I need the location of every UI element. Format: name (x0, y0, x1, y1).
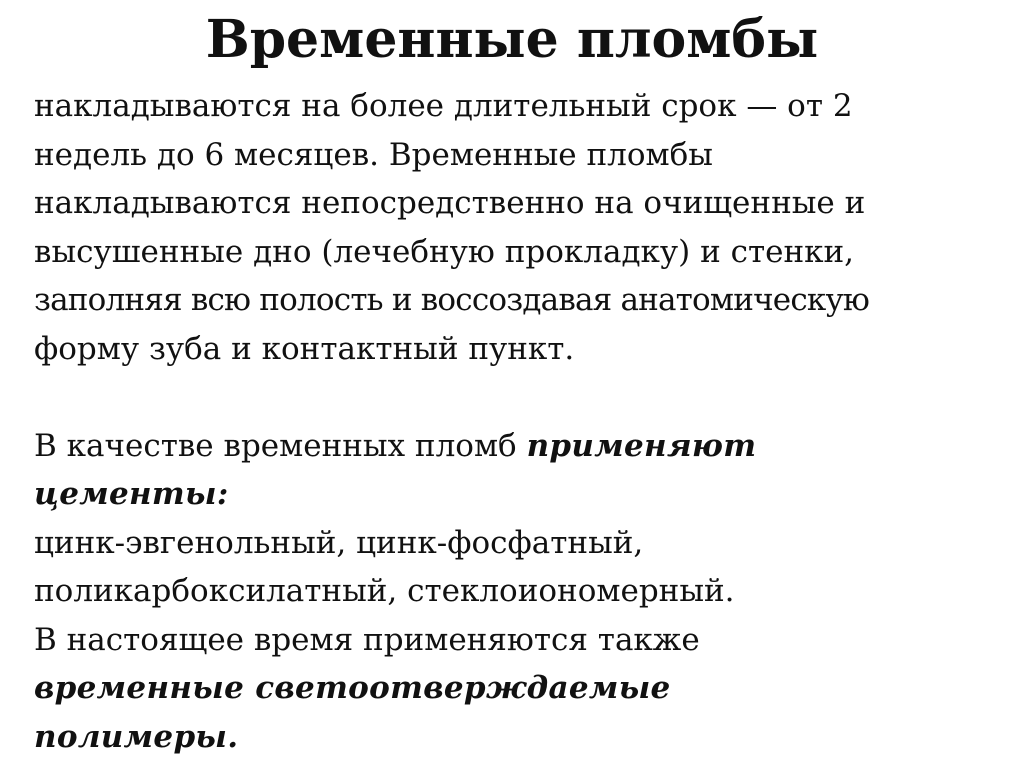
text-emphasis-line: цементы: (34, 476, 229, 512)
text-line: накладываются на более длительный срок — от 2 (34, 88, 853, 124)
text-line: высушенные дно (лечебную прокладку) и стенки, (34, 233, 855, 270)
text-emphasis: применяют (526, 427, 757, 464)
text-line: цинк-эвгенольный, цинк-фосфатный, (34, 524, 644, 561)
text-line: заполняя всю полость и воссоздавая анатомическую (34, 282, 870, 318)
text-line (34, 422, 1019, 471)
text-plain: В качестве временных пломб (34, 427, 527, 464)
slide-title: Временные пломбы (205, 9, 819, 70)
text-emphasis-line: полимеры. (34, 718, 239, 755)
text-line: форму зуба и контактный пункт. (34, 330, 575, 367)
text-line: В настоящее время применяются также (34, 621, 700, 658)
text-line: поликарбоксилатный, стеклоиономерный. (34, 573, 735, 609)
text-line: недель до 6 месяцев. Временные пломбы (34, 136, 713, 173)
text-line: накладываются непосредственно на очищенные и (34, 185, 866, 221)
text-emphasis-line: временные светоотверждаемые (34, 670, 671, 706)
paragraph-gap (34, 373, 1019, 422)
slide-body (34, 82, 1019, 761)
